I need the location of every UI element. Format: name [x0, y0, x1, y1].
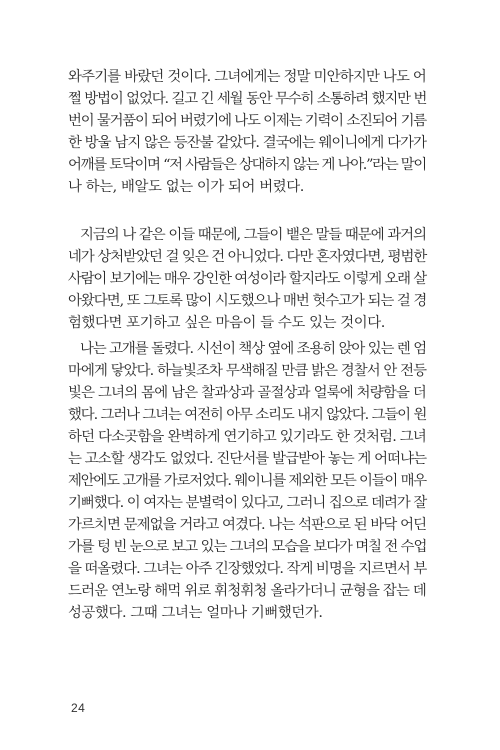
text-line: 드러운 연노랑 해먹 위로 휘청휘청 올라가더니 균형을 잡는 데 [68, 583, 426, 599]
text-line: 번이 물거품이 되어 버렸기에 나도 이제는 기력이 소진되어 기름 [68, 113, 426, 129]
text-line: 사람이 보기에는 매우 강인한 여성이라 할지라도 이렇게 오래 살 [68, 271, 426, 287]
text-line: 는 고소할 생각도 없었다. 진단서를 발급받아 놓는 게 어떠냐는 [68, 451, 427, 467]
text-line: 나는 고개를 돌렸다. 시선이 책상 옆에 조용히 앉아 있는 렌 엄 [80, 341, 426, 357]
paragraph-2 [68, 224, 426, 334]
text-line: 하던 다소곳함을 완벽하게 연기하고 있기라도 한 것처럼. 그녀 [68, 429, 426, 445]
text-line: 나 하는, 배알도 없는 이가 되어 버렸다. [68, 179, 304, 195]
text-line: 지금의 나 같은 이들 때문에, 그들이 뱉은 말들 때문에 과거의 [80, 227, 426, 243]
text-line: 빛은 그녀의 몸에 남은 찰과상과 골절상과 얼룩에 처량함을 더 [68, 385, 426, 401]
paragraph-3 [68, 338, 426, 624]
text-line: 와주기를 바랐던 것이다. 그녀에게는 정말 미안하지만 나도 어 [68, 69, 426, 85]
text-line: 아왔다면, 또 그토록 많이 시도했으나 매번 헛수고가 되는 걸 경 [68, 293, 427, 309]
page-number: 24 [71, 701, 86, 715]
text-line: 마에게 닿았다. 하늘빛조차 무색해질 만큼 밝은 경찰서 안 전등 [68, 363, 427, 379]
text-line: 어깨를 토닥이며 “저 사람들은 상대하지 않는 게 나아.”라는 말이 [68, 157, 426, 173]
text-line: 한 방울 남지 않은 등잔불 같았다. 결국에는 웨이니에게 다가가 [68, 135, 427, 151]
paragraph-1 [68, 66, 426, 198]
text-line: 가를 텅 빈 눈으로 보고 있는 그녀의 모습을 보다가 며칠 전 수업 [68, 539, 427, 555]
text-line: 을 떠올렸다. 그녀는 아주 긴장했었다. 작게 비명을 지르면서 부 [68, 561, 427, 577]
text-line: 험했다면 포기하고 싶은 마음이 들 수도 있는 것이다. [68, 315, 385, 331]
text-line: 제안에도 고개를 가로저었다. 웨이니를 제외한 모든 이들이 매우 [68, 473, 426, 489]
text-line: 했다. 그러나 그녀는 여전히 아무 소리도 내지 않았다. 그들이 원 [68, 407, 427, 423]
text-line: 성공했다. 그때 그녀는 얼마나 기뻐했던가. [68, 605, 323, 621]
text-line: 네가 상처받았던 걸 잊은 건 아니었다. 다만 혼자였다면, 평범한 [68, 249, 427, 265]
text-line: 쩔 방법이 없었다. 길고 긴 세월 동안 무수히 소통하려 했지만 번 [68, 91, 427, 107]
text-line: 가르치면 문제없을 거라고 여겼다. 나는 석판으로 된 바닥 어딘 [68, 517, 427, 533]
text-line: 기뻐했다. 이 여자는 분별력이 있다고, 그러니 집으로 데려가 잘 [68, 495, 427, 511]
